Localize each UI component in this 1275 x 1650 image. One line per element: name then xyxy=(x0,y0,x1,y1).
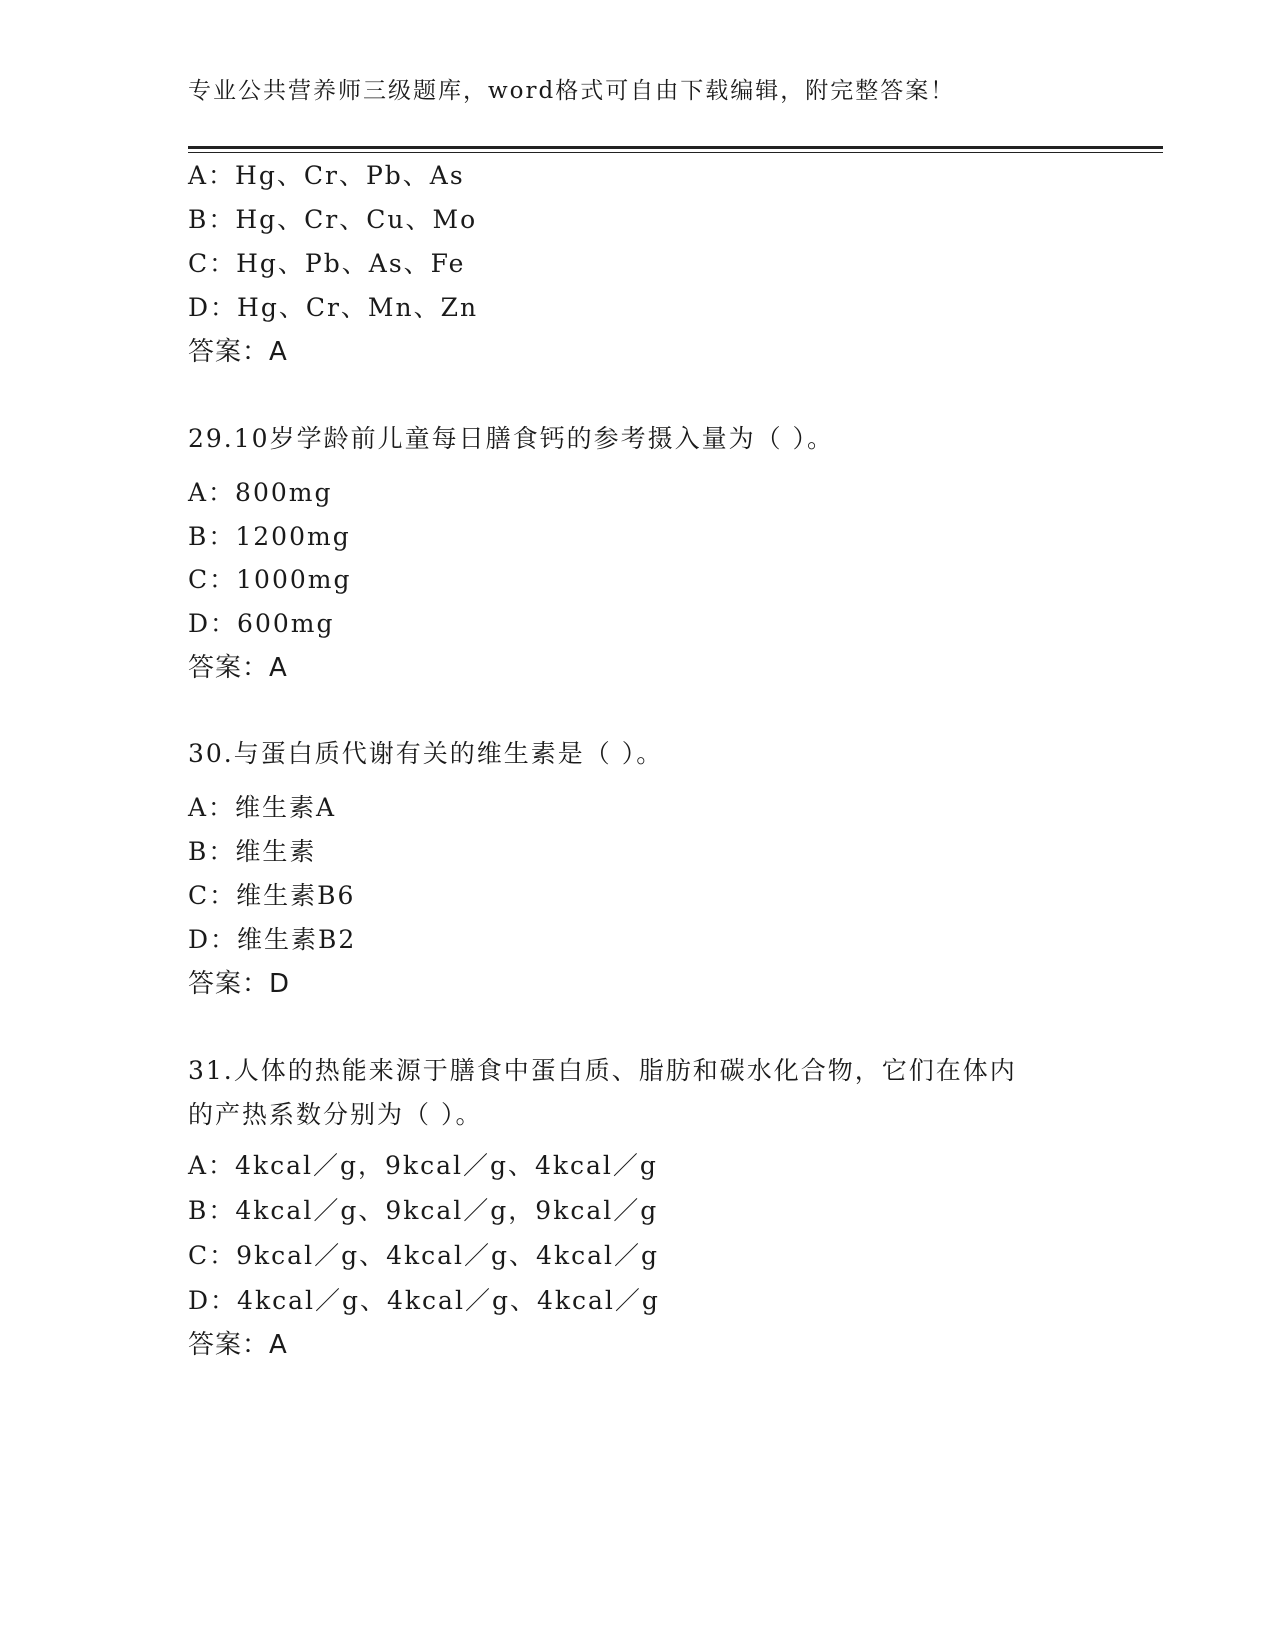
q31-option-c: C：9kcal／g、4kcal／g、4kcal／g xyxy=(188,1241,660,1270)
q28-option-d: D：Hg、Cr、Mn、Zn xyxy=(188,293,479,322)
q31-option-d: D：4kcal／g、4kcal／g、4kcal／g xyxy=(188,1286,660,1315)
q30-stem: 30.与蛋白质代谢有关的维生素是（ ）。 xyxy=(188,739,664,768)
q31-stem-line1: 31.人体的热能来源于膳食中蛋白质、脂肪和碳水化合物，它们在体内 xyxy=(188,1056,1017,1085)
q29-option-c: C：1000mg xyxy=(188,565,352,594)
q31-answer: 答案：A xyxy=(188,1330,288,1360)
q29-option-a: A：800mg xyxy=(188,478,333,507)
q31-stem-line2: 的产热系数分别为（ ）。 xyxy=(188,1100,483,1129)
header-rule-thick xyxy=(188,146,1163,149)
q28-option-b: B：Hg、Cr、Cu、Mo xyxy=(188,205,478,234)
q29-option-d: D：600mg xyxy=(188,609,335,638)
header-rule-thin xyxy=(188,152,1163,153)
q31-option-a: A：4kcal／g，9kcal／g、4kcal／g xyxy=(188,1151,658,1180)
q30-answer: 答案：D xyxy=(188,969,291,999)
q30-option-d: D：维生素B2 xyxy=(188,925,357,954)
q28-option-c: C：Hg、Pb、As、Fe xyxy=(188,249,466,278)
q31-option-b: B：4kcal／g、9kcal／g，9kcal／g xyxy=(188,1196,659,1225)
q28-option-a: A：Hg、Cr、Pb、As xyxy=(188,161,465,190)
page-header: 专业公共营养师三级题库，word格式可自由下载编辑，附完整答案！ xyxy=(188,78,956,104)
q28-answer: 答案：A xyxy=(188,337,288,367)
q29-stem: 29.10岁学龄前儿童每日膳食钙的参考摄入量为（ ）。 xyxy=(188,424,835,453)
q30-option-a: A：维生素A xyxy=(188,793,337,822)
q29-option-b: B：1200mg xyxy=(188,522,351,551)
q29-answer: 答案：A xyxy=(188,653,288,683)
q30-option-c: C：维生素B6 xyxy=(188,881,356,910)
q30-option-b: B：维生素 xyxy=(188,837,317,866)
